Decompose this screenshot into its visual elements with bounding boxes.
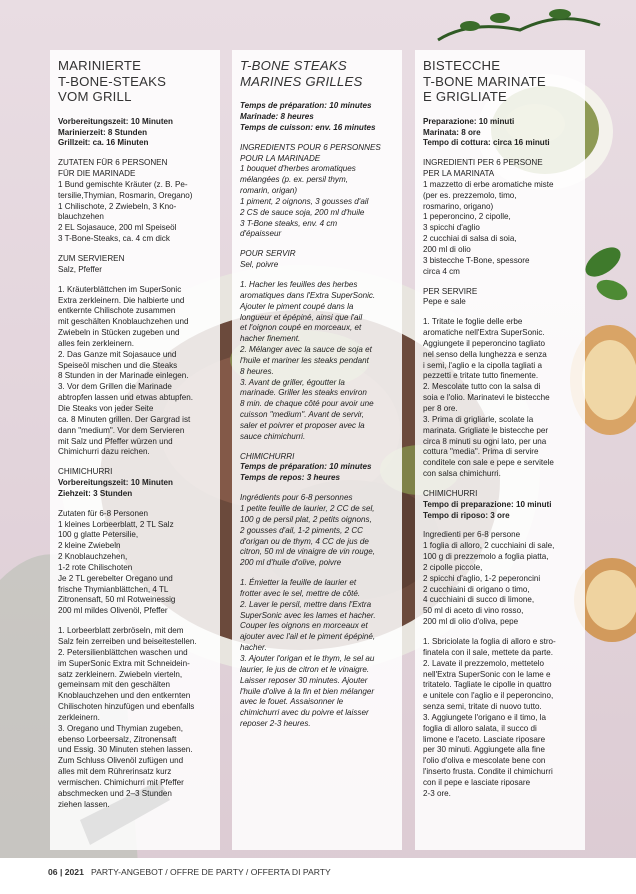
step-line: 8 Stunden in der Marinade einlegen. xyxy=(58,371,189,381)
time-line: Tempo di riposo: 3 ore xyxy=(423,510,510,520)
step-line: 2. Laver le persil, mettre dans l'Extra xyxy=(240,599,372,609)
step-line: Laisser reposer 30 minutes. Ajouter xyxy=(240,675,368,685)
ingredient-line: Ingredienti per 6-8 persone xyxy=(423,530,521,540)
ingredient-line: 1 kleines Lorbeerblatt, 2 TL Salz xyxy=(58,519,174,529)
ingredient-line: 3 bistecche T-Bone, spessore xyxy=(423,255,530,265)
time-line: Temps de repos: 3 heures xyxy=(240,473,341,483)
step-line: l'huile d'olive à la fin et bien mélanger xyxy=(240,686,375,696)
step-line: 1. Émietter la feuille de laurier et xyxy=(240,578,357,588)
step-line: 3. Prima di grigliarle, scolate la xyxy=(423,414,534,424)
step-line: nel senso della lunghezza e senza xyxy=(423,349,547,359)
title-line: E GRIGLIATE xyxy=(423,89,508,105)
step-line: per 8 ore. xyxy=(423,403,458,413)
step-line: conditele con sale e pepe e servitele xyxy=(423,458,554,468)
step-line: Speiseöl mischen und die Steaks xyxy=(58,360,178,370)
ingredients-section xyxy=(423,158,577,277)
ingredient-line: 2 spicchi d'aglio, 1-2 peperoncini xyxy=(423,573,541,583)
chimichurri-section xyxy=(423,489,577,800)
step-line: 3. Ajouter l'origan et le thym, le sel au xyxy=(240,653,375,663)
steps-section xyxy=(423,317,577,480)
title-line: T-BONE MARINATE xyxy=(423,73,546,89)
ingredient-line: 2 cucchiai di salsa di soia, xyxy=(423,234,517,244)
step-line: Die Steaks von jeder Seite xyxy=(58,403,154,413)
step-line: marinata. Grigliate le bistecche per xyxy=(423,425,549,435)
step-line: Zum Schluss Olivenöl zufügen und xyxy=(58,756,184,766)
step-line: aromatiques dans l'Extra SuperSonic. xyxy=(240,290,376,300)
time-line: Vorbereitungszeit: 10 Minuten xyxy=(58,478,173,488)
section-heading: POUR SERVIR xyxy=(240,249,296,259)
section-heading: INGREDIENTS POUR 6 PERSONNES xyxy=(240,142,381,152)
step-line: 2. Mescolate tutto con la salsa di xyxy=(423,382,541,392)
step-line: vermischen. Chimichurri mit Pfeffer xyxy=(58,777,184,787)
step-line: gemeinsam mit den geschälten xyxy=(58,680,171,690)
step-line: longueur et épépiné, ainsi que l'ail xyxy=(240,312,363,322)
step-line: ajouter avec l'ail et le piment épépiné, xyxy=(240,632,376,642)
step-line: 1. Tritate le foglie delle erbe xyxy=(423,317,523,327)
step-line: l'huile et mariner les steaks pendant xyxy=(240,355,369,365)
recipe-title xyxy=(58,58,212,105)
step-line: sauce chimichurri. xyxy=(240,431,306,441)
ingredient-line: 200 ml d'huile d'olive, poivre xyxy=(240,558,342,568)
step-line: Aggiungete il peperoncino tagliato xyxy=(423,338,545,348)
ingredient-line: d'épaisseur xyxy=(240,229,282,239)
step-line: 8 min. de chaque côté pour avoir une xyxy=(240,399,374,409)
ingredient-line: Zutaten für 6-8 Personen xyxy=(58,508,148,518)
section-heading: PER SERVIRE xyxy=(423,286,478,296)
ingredient-line: 1-2 rote Chilischoten xyxy=(58,562,133,572)
step-line: ca. 8 Minuten grillen. Der Gargrad ist xyxy=(58,414,191,424)
ingredient-line: 2 cucchiaini di origano o timo, xyxy=(423,584,530,594)
step-line: im SuperSonic Extra mit Schneidein- xyxy=(58,658,190,668)
step-line: zerkleinern. xyxy=(58,712,100,722)
chimichurri-section xyxy=(58,467,212,810)
step-line: 2. Lavate il prezzemolo, mettetelo xyxy=(423,658,545,668)
ingredients-section xyxy=(58,158,212,245)
step-line: hacher finement. xyxy=(240,334,301,344)
ingredient-line: rosmarino, origano) xyxy=(423,201,494,211)
step-line: 8 heures. xyxy=(240,366,274,376)
step-line: saler et poivrer et proposer avec la xyxy=(240,420,365,430)
ingredient-line: citron, 50 ml de vinaigre de vin rouge, xyxy=(240,547,375,557)
step-line: entkernte Chilischote zusammen xyxy=(58,306,176,316)
step-line: 1. Sbriciolate la foglia di alloro e stro- xyxy=(423,637,556,647)
ingredient-line: 2 kleine Zwiebeln xyxy=(58,541,121,551)
step-line: l'olio d'oliva e mescolate bene con xyxy=(423,756,546,766)
ingredient-line: 4 cucchiaini di succo di limone, xyxy=(423,595,535,605)
ingredient-line: Ingrédients pour 6-8 personnes xyxy=(240,493,353,503)
ingredient-line: 2 CS de sauce soja, 200 ml d'huile xyxy=(240,207,365,217)
step-line: l'inserto frusta. Condite il chimichurri xyxy=(423,767,553,777)
ingredient-line: 200 ml di olio d'oliva, pepe xyxy=(423,617,519,627)
step-line: 3. Avant de griller, égoutter la xyxy=(240,377,345,387)
step-line: pezzetti e tritate tutto finemente. xyxy=(423,371,539,381)
chimichurri-section xyxy=(240,452,394,730)
recipe-column-german xyxy=(50,50,220,850)
ingredient-line: 1 piment, 2 oignons, 3 gousses d'ail xyxy=(240,196,369,206)
step-line: satz zerkleinern. Zwiebeln vierteln, xyxy=(58,669,183,679)
step-line: i semi, l'aglio e la cipolla tagliati a xyxy=(423,360,542,370)
step-line: aromatiche nell'Extra SuperSonic. xyxy=(423,328,545,338)
step-line: abschmecken und 2–3 Stunden xyxy=(58,788,172,798)
ingredient-line: 2 Knoblauchzehen, xyxy=(58,552,128,562)
step-line: dann "medium". Vor dem Servieren xyxy=(58,425,185,435)
ingredient-line: 2 gousses d'ail, 1-2 piments, 2 CC xyxy=(240,525,364,535)
time-line: Tempo di preparazione: 10 minuti xyxy=(423,499,552,509)
ingredient-line: (per es. prezzemolo, timo, xyxy=(423,190,517,200)
step-line: cottura "media". Prima di servire xyxy=(423,447,539,457)
step-line: Salz fein zerreiben und beiseitestellen. xyxy=(58,637,197,647)
section-heading: ZUM SERVIEREN xyxy=(58,254,125,264)
step-line: 3. Vor dem Grillen die Marinade xyxy=(58,382,172,392)
step-line: avec le fouet. Assaisonner le xyxy=(240,697,344,707)
ingredient-line: 200 ml di olio xyxy=(423,245,471,255)
step-line: marinade. Griller les steaks environ xyxy=(240,388,367,398)
step-line: SuperSonic avec les lames et hacher. xyxy=(240,610,376,620)
ingredient-line: 1 foglia di alloro, 2 cucchiaini di sale, xyxy=(423,541,555,551)
serving-text: Salz, Pfeffer xyxy=(58,264,102,274)
step-line: ebenso Lorbeersalz, Zitronensaft xyxy=(58,734,177,744)
section-heading: INGREDIENTI PER 6 PERSONE xyxy=(423,158,543,168)
time-info: Vorbereitungszeit: 10 Minuten Marinierzeit: 8 Stunden Grillzeit: ca. 16 Minuten xyxy=(58,116,173,148)
ingredient-line: 3 T-Bone-Steaks, ca. 4 cm dick xyxy=(58,234,170,244)
step-line: limone e l'aceto. Lasciate riposare xyxy=(423,734,546,744)
herb-sprig-top xyxy=(438,19,600,40)
step-line: Ajouter le piment coupé dans la xyxy=(240,301,354,311)
recipe-column-italian xyxy=(415,50,585,850)
page-number: 06 xyxy=(48,867,58,877)
ingredient-line: 2 EL Sojasauce, 200 ml Speiseöl xyxy=(58,223,177,233)
ingredient-line: tersilie,Thymian, Rosmarin, Oregano) xyxy=(58,190,193,200)
section-heading: POUR LA MARINADE xyxy=(240,153,321,163)
step-line: mit Salz und Pfeffer würzen und xyxy=(58,436,173,446)
step-line: nell'Extra SuperSonic con le lame e xyxy=(423,669,551,679)
time-line: Temps de préparation: 10 minutes xyxy=(240,462,372,472)
step-line: laurier, le jus de citron et le vinaigre. xyxy=(240,664,370,674)
step-line: 2. Das Ganze mit Sojasauce und xyxy=(58,349,177,359)
ingredient-line: 1 mazzetto di erbe aromatiche miste xyxy=(423,179,554,189)
step-line: 1. Kräuterblättchen im SuperSonic xyxy=(58,284,182,294)
ingredient-line: circa 4 cm xyxy=(423,266,460,276)
serving-section xyxy=(240,249,394,271)
time-info: Temps de préparation: 10 minutes Marinade: 8 heures Temps de cuisson: env. 16 minutes xyxy=(240,101,376,132)
step-line: per 30 minuti. Aggiungete alla fine xyxy=(423,745,545,755)
ingredient-line: 1 peperoncino, 2 cipolle, xyxy=(423,212,511,222)
ingredient-line: romarin, origan) xyxy=(240,186,298,196)
ingredient-line: Je 2 TL gerebelter Oregano und xyxy=(58,573,173,583)
step-line: Extra zerkleinern. Die halbierte und xyxy=(58,295,185,305)
ingredient-line: mélangées (p. ex. persil thym, xyxy=(240,175,348,185)
serving-text: Pepe e sale xyxy=(423,297,466,307)
step-line: hacher. xyxy=(240,643,267,653)
step-line: cuisson "medium". Avant de servir, xyxy=(240,410,365,420)
footer-text: 06 | 2021 PARTY-ANGEBOT / OFFRE DE PARTY / OFFERTA DI PARTY xyxy=(48,867,331,877)
title-line: VOM GRILL xyxy=(58,89,132,105)
ingredient-line: 3 spicchi d'aglio xyxy=(423,223,480,233)
recipe-column-french xyxy=(232,50,402,850)
step-line: abtropfen lassen und etwas abtupfen. xyxy=(58,393,193,403)
ingredient-line: Zitronensaft, 50 ml Rotweinessig xyxy=(58,595,176,605)
step-line: Chilischoten hinzufügen und ebenfalls xyxy=(58,702,195,712)
ingredient-line: 200 ml mildes Olivenöl, Pfeffer xyxy=(58,606,168,616)
step-line: 3. Aggiungete l'origano e il timo, la xyxy=(423,712,547,722)
step-line: chimichurri avec du poivre et laisser xyxy=(240,708,369,718)
step-line: foglia di alloro salata, il succo di xyxy=(423,723,537,733)
step-line: und Essig. 30 Minuten stehen lassen. xyxy=(58,745,193,755)
title-line: T-BONE-STEAKS xyxy=(58,73,167,89)
serving-section xyxy=(423,287,577,309)
step-line: Knoblauchzehen und den entkernten xyxy=(58,691,191,701)
step-line: soia e l'olio. Marinatevi le bistecche xyxy=(423,393,550,403)
ingredient-line: 2 cipolle piccole, xyxy=(423,562,483,572)
ingredient-line: 1 bouquet d'herbes aromatiques xyxy=(240,164,356,174)
step-line: alles mit dem Rührerinsatz kurz xyxy=(58,767,172,777)
step-line: e unitele con l'aglio e il peperoncino, xyxy=(423,691,554,701)
ingredient-line: 1 petite feuille de laurier, 2 CC de sel, xyxy=(240,504,375,513)
steps-section xyxy=(58,285,212,459)
ingredient-line: 100 g glatte Petersilie, xyxy=(58,530,139,540)
ingredient-line: 100 g de persil plat, 2 petits oignons, xyxy=(240,514,372,524)
step-line: Chimichurri dazu reichen. xyxy=(58,447,150,457)
ingredient-line: 1 Chilischote, 2 Zwiebeln, 3 Kno- xyxy=(58,201,177,211)
footer-year: 2021 xyxy=(64,867,84,877)
section-heading: CHIMICHURRI xyxy=(240,451,295,461)
ingredient-line: 100 g di prezzemolo a foglia piatta, xyxy=(423,552,549,562)
ingredients-section xyxy=(240,143,394,241)
section-heading: PER LA MARINATA xyxy=(423,169,495,179)
serving-text: Sel, poivre xyxy=(240,260,279,270)
ingredient-line: 1 Bund gemischte Kräuter (z. B. Pe- xyxy=(58,179,188,189)
recipe-title xyxy=(423,58,577,105)
ingredient-line: d'origan ou de thym, 4 CC de jus de xyxy=(240,536,369,546)
ingredient-line: 50 ml di aceto di vino rosso, xyxy=(423,606,524,616)
step-line: et l'oignon coupé en morceaux, et xyxy=(240,323,362,333)
section-heading: CHIMICHURRI xyxy=(423,488,478,498)
ingredient-line: 3 T-Bone steaks, env. 4 cm xyxy=(240,218,338,228)
step-line: 2-3 ore. xyxy=(423,788,451,798)
step-line: 2. Mélanger avec la sauce de soja et xyxy=(240,345,372,355)
step-line: circa 8 minuti su ogni lato, per una xyxy=(423,436,547,446)
step-line: Zwiebeln in Stücken zugeben und xyxy=(58,328,180,338)
time-line: Ziehzeit: 3 Stunden xyxy=(58,488,133,498)
page-footer xyxy=(0,858,636,894)
step-line: reposer 2-3 heures. xyxy=(240,719,311,729)
title-line: MARINES GRILLES xyxy=(240,73,363,89)
step-line: alles fein zerkleinern. xyxy=(58,338,135,348)
step-line: senza semi, tritate di nuovo tutto. xyxy=(423,702,542,712)
ingredient-line: frische Thymianblättchen, 4 TL xyxy=(58,584,169,594)
serving-section xyxy=(58,254,212,276)
step-line: con salsa chimichurri. xyxy=(423,469,501,479)
section-heading: FÜR DIE MARINADE xyxy=(58,169,136,179)
step-line: mit geschälten Knoblauchzehen und xyxy=(58,317,189,327)
step-line: 2. Petersilienblättchen waschen und xyxy=(58,647,188,657)
steps-section xyxy=(240,280,394,443)
step-line: ziehen lassen. xyxy=(58,799,110,809)
title-line: T-BONE STEAKS xyxy=(240,58,347,73)
footer-section: PARTY-ANGEBOT / OFFRE DE PARTY / OFFERTA DI PARTY xyxy=(91,867,331,877)
step-line: finatela con il sale, mettete da parte. xyxy=(423,647,554,657)
ingredient-line: blauchzehen xyxy=(58,212,104,222)
section-heading: ZUTATEN FÜR 6 PERSONEN xyxy=(58,158,168,168)
step-line: 1. Hacher les feuilles des herbes xyxy=(240,279,358,289)
step-line: frotter avec le sel, mettre de côté. xyxy=(240,588,361,598)
title-line: MARINIERTE xyxy=(58,58,142,73)
step-line: con il pepe e lasciate riposare xyxy=(423,777,531,787)
step-line: tritatelo. Tagliate le cipolle in quattro xyxy=(423,680,552,690)
step-line: 3. Oregano und Thymian zugeben, xyxy=(58,723,183,733)
recipe-title xyxy=(240,58,394,89)
step-line: Couper les oignons en morceaux et xyxy=(240,621,368,631)
title-line: BISTECCHE xyxy=(423,58,501,73)
time-info: Preparazione: 10 minuti Marinata: 8 ore Tempo di cottura: circa 16 minuti xyxy=(423,116,550,148)
section-heading: CHIMICHURRI xyxy=(58,467,113,477)
basil-leaf xyxy=(580,242,625,283)
step-line: 1. Lorbeerblatt zerbröseln, mit dem xyxy=(58,626,184,636)
